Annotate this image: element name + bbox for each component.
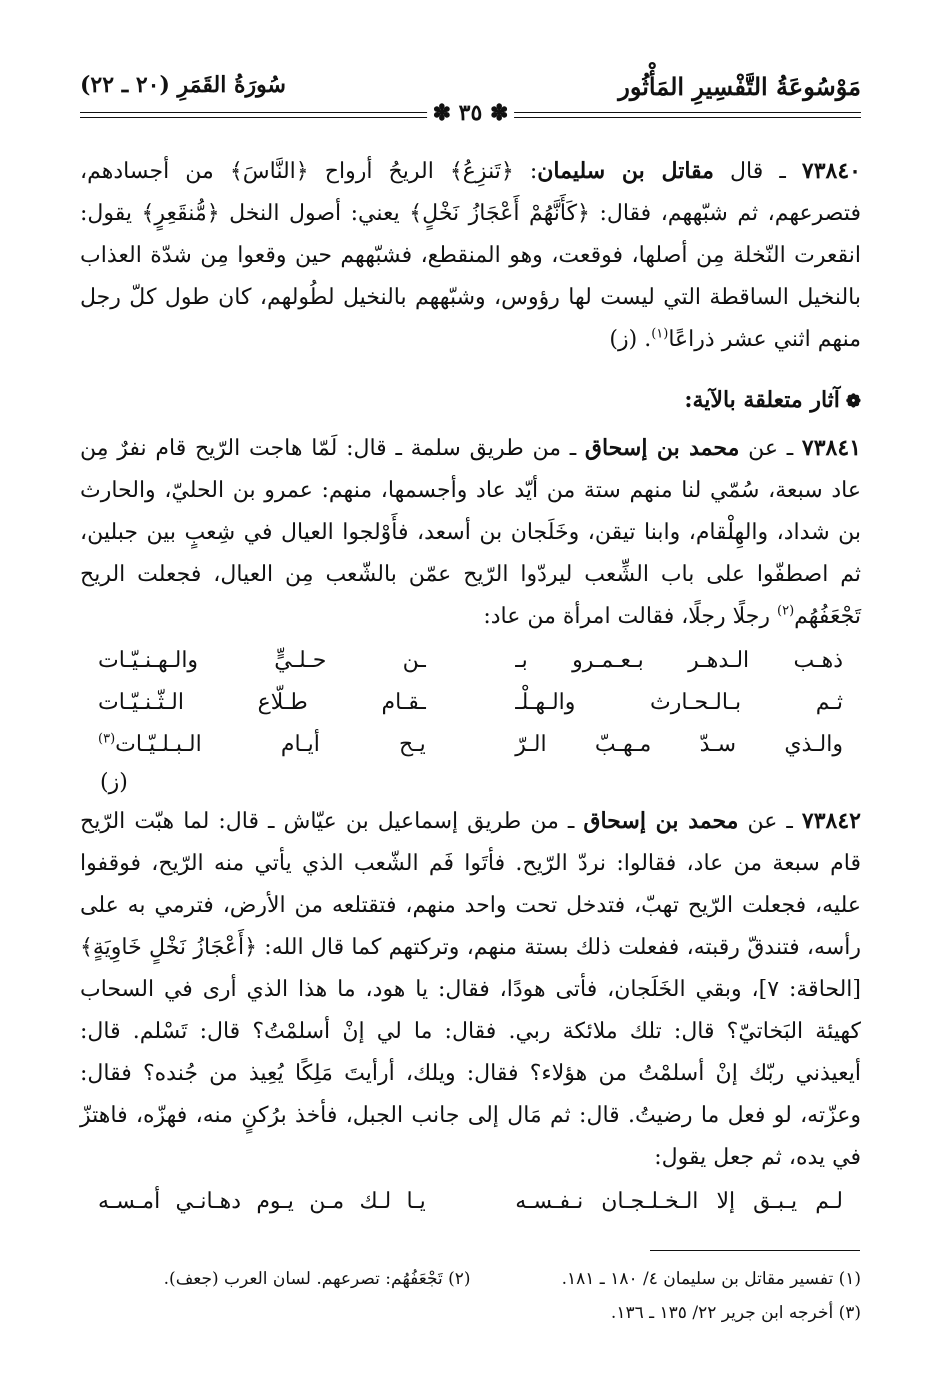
footnote-1: (١) تفسير مقاتل بن سليمان ٤/ ١٨٠ ـ ١٨١. xyxy=(561,1269,861,1289)
verse-second-hemistich: ـقـام طـلّاع الـثّـنـيّـات xyxy=(98,690,426,715)
footnote-ref: (٣) xyxy=(98,731,116,747)
verse-first-hemistich: لـم يـبـق إلا الـخـلـجـان نـفـسـه xyxy=(515,1189,843,1214)
footnote-2: (٢) تَجْعَفُهُم: تصرعهم. لسان العرب (جعف). xyxy=(163,1269,471,1289)
entry-73841: ٧٣٨٤١ ـ عن محمد بن إسحاق ـ من طريق سلمة ـ قال: لَمّا هاجت الرّيح قام نفرٌ مِن عاد سبعة، سُمّي لنا منهم ستة من أيّد عاد وأجسمها، منهم: عمرو بن الحليّ، والحارث بن شداد، والهِلْقام، وابنا تيقن، وخَلَجان بن أسعد، فأَوْلجوا العيال في شِعبٍ بين جبلين، ثم اصطفّوا على باب الشِّعب ليردّوا الرّيح عمّن بالشّعب مِن العيال، فجعلت الريح تَجْعَفُهُم$^{(٢)}$ رجلًا رجلًا، فقالت امرأة من عاد: xyxy=(80,435,862,629)
verse-second-hemistich: ـن حـلـيٍّ والـهـنـيّـات xyxy=(98,648,426,673)
page-body xyxy=(80,150,861,1223)
poem-verse xyxy=(80,682,861,724)
verse-second-hemistich: يـا لـك مـن يـوم دهـانـي أمـسـه xyxy=(98,1189,426,1214)
footnote-ref: (٢) xyxy=(777,603,795,619)
verse-second-hemistich: يـح أيـام الـبـلـيّـات$^{(٣)}$ xyxy=(98,731,426,757)
surah-label: سُورَةُ القَمَرِ (٢٠ ـ ٢٢) xyxy=(80,72,286,98)
verse-first-hemistich: ثـم بـالـحـارث والـهـلْـ xyxy=(515,690,843,715)
footnote-ref: (١) xyxy=(651,326,669,342)
verse-first-hemistich: ذهـب الـدهـر بـعـمـرو بـ xyxy=(515,648,843,673)
poem-1 xyxy=(80,640,861,800)
footnotes xyxy=(80,1262,861,1330)
ornament-right-icon: ✽ xyxy=(489,100,509,126)
footnote-3: (٣) أخرجه ابن جرير ٢٢/ ١٣٥ ـ ١٣٦. xyxy=(610,1303,861,1323)
entry-73842: ٧٣٨٤٢ ـ عن محمد بن إسحاق ـ من طريق إسماعيل بن عيّاش ـ قال: لما هبّت الرّيح قام سبعة من عاد، فقالوا: نردّ الرّيح. فأتَوا فَم الشّعب الذي يأتي منه الرّيح، فوقفوا عليه، فجعلت الرّيح تهبّ، فتدخل تحت واحد منهم، فتقتلعه من الأرض، فترمي به على رأسه، فتندقّ رقبته، ففعلت ذلك بستة منهم، وتركتهم كما قال الله: ﴿أَعْجَازُ نَخْلٍ خَاوِيَةٍ﴾ [الحاقة: ٧]، وبقي الخَلَجان، فأتى هودًا، فقال: يا هود، ما هذا الذي أرى في السحاب كهيئة البَخاتيّ؟ قال: تلك ملائكة ربي. فقال: ما لي إنْ أسلمْتُ؟ قال: تَسْلم. قال: أيعيذني ربّك إنْ أسلمْتُ من هؤلاء؟ فقال: ويلك، أرأيتَ مَلِكًا يُعِيذ من جُنده؟ فقال: وعزّته، لو فعل ما رضيتُ. قال: ثم مَال إلى جانب الجبل، فأخذ برُكنٍ منه، فهزّه، فاهتزّ في يده، ثم جعل يقول: xyxy=(80,808,861,1170)
verse-first-hemistich: والـذي سـدّ مـهـبّ الـرّ xyxy=(515,732,843,757)
section-heading: ❁آثار متعلقة بالآية: xyxy=(80,379,861,423)
poem-verse xyxy=(80,1181,861,1223)
entry-73840: ٧٣٨٤٠ ـ قال مقاتل بن سليمان: ﴿تَنزِعُ﴾ الريحُ أرواح ﴿النَّاسَ﴾ من أجسادهم، فتصرعهم، ثم شبّههم، فقال: ﴿كَأَنَّهُمْ أَعْجَازُ نَخْلٍ﴾ يعني: أصول النخل ﴿مُّنقَعِرٍ﴾ يقول: انقعرت النّخلة مِن أصلها، فوقعت، وهو المنقطع، فشبّههم حين وقعوا مِن شدّة العذاب بالنخيل الساقطة التي ليست لها رؤوس، وشبّههم بالنخيل لطُولهم، كان طول كلّ رجل منهم اثني عشر ذراعًا$^{(١)}$. (ز) xyxy=(80,158,861,352)
poem-verse xyxy=(80,640,861,682)
source-tag: (ز) xyxy=(100,770,128,795)
source-tag: . (ز) xyxy=(609,327,652,352)
footnote-separator xyxy=(650,1250,860,1251)
page-number: ✽ ٣٥ ✽ xyxy=(427,100,515,126)
ornament-left-icon: ✽ xyxy=(432,100,452,126)
flower-icon: ❁ xyxy=(845,391,861,412)
poem-2 xyxy=(80,1181,861,1223)
poem-verse xyxy=(80,724,861,766)
book-title: مَوْسُوعَةُ التَّفْسِيرِ المَأْثُور xyxy=(618,72,861,101)
